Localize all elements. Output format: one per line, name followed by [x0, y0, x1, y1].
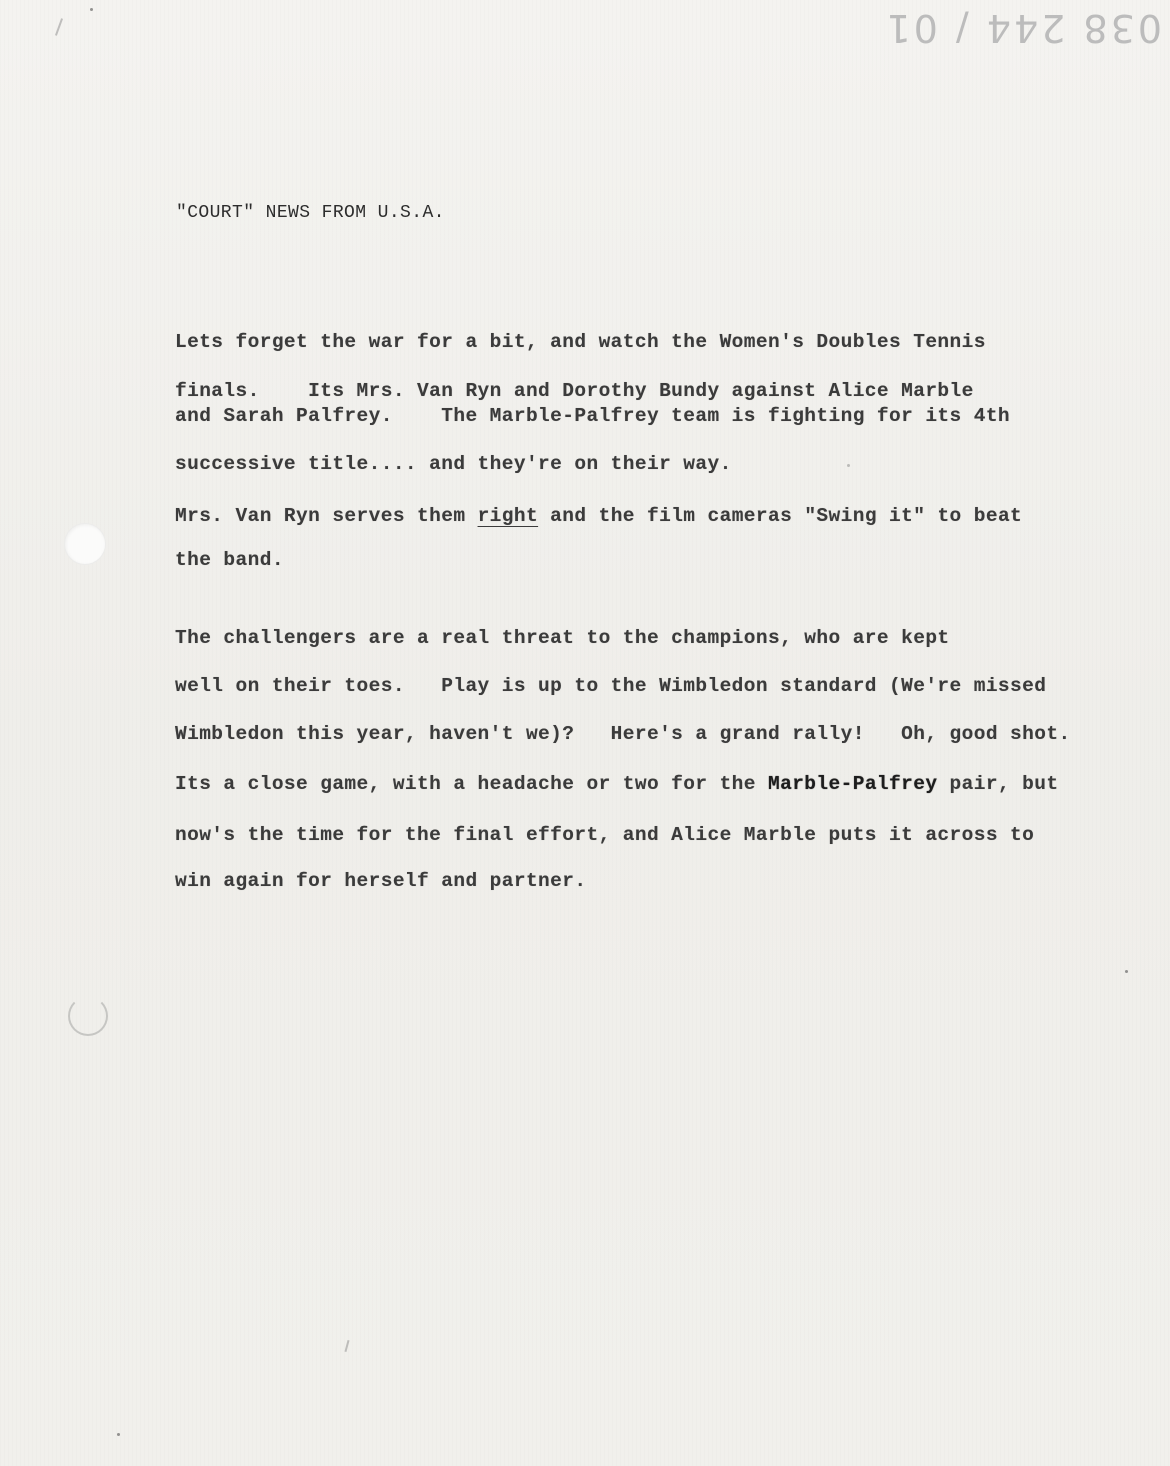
text-line: now's the time for the final effort, and Alice Marble puts it across to [175, 824, 1035, 846]
text-line: Wimbledon this year, haven't we)? Here's a grand rally! Oh, good shot. [175, 723, 1071, 745]
speck [1125, 970, 1128, 973]
document-title: "COURT" NEWS FROM U.S.A. [176, 203, 445, 223]
text-segment: and the film cameras "Swing it" to beat [538, 505, 1023, 527]
speck [90, 8, 93, 11]
text-line: the band. [175, 549, 284, 571]
text-segment: Its a close game, with a headache or two for the [175, 773, 768, 795]
text-line: successive title.... and they're on their way. [175, 453, 732, 475]
text-segment: pair, but [937, 773, 1059, 795]
text-line: and Sarah Palfrey. The Marble-Palfrey team is fighting for its 4th [175, 405, 1011, 427]
text-line: finals. Its Mrs. Van Ryn and Dorothy Bundy against Alice Marble [175, 380, 974, 402]
emphasized-name: Marble-Palfrey [768, 773, 938, 795]
punch-hole-top [64, 523, 106, 565]
underlined-word: right [477, 505, 539, 527]
speck [117, 1433, 120, 1436]
text-line: win again for herself and partner. [175, 870, 587, 892]
punch-hole-bottom [68, 996, 108, 1036]
speck [847, 464, 850, 467]
text-segment: Mrs. Van Ryn serves them [175, 505, 478, 527]
text-line: well on their toes. Play is up to the Wimbledon standard (We're missed [175, 675, 1047, 697]
text-line-close-game [175, 773, 1058, 795]
text-line: The challengers are a real threat to the champions, who are kept [175, 627, 950, 649]
scratch-mark [344, 1340, 349, 1352]
archive-reference-number: 038 244 / 01 [883, 6, 1162, 50]
text-line: Lets forget the war for a bit, and watch the Women's Doubles Tennis [175, 331, 986, 353]
text-line-van-ryn [175, 505, 1022, 527]
scratch-mark [55, 18, 63, 36]
